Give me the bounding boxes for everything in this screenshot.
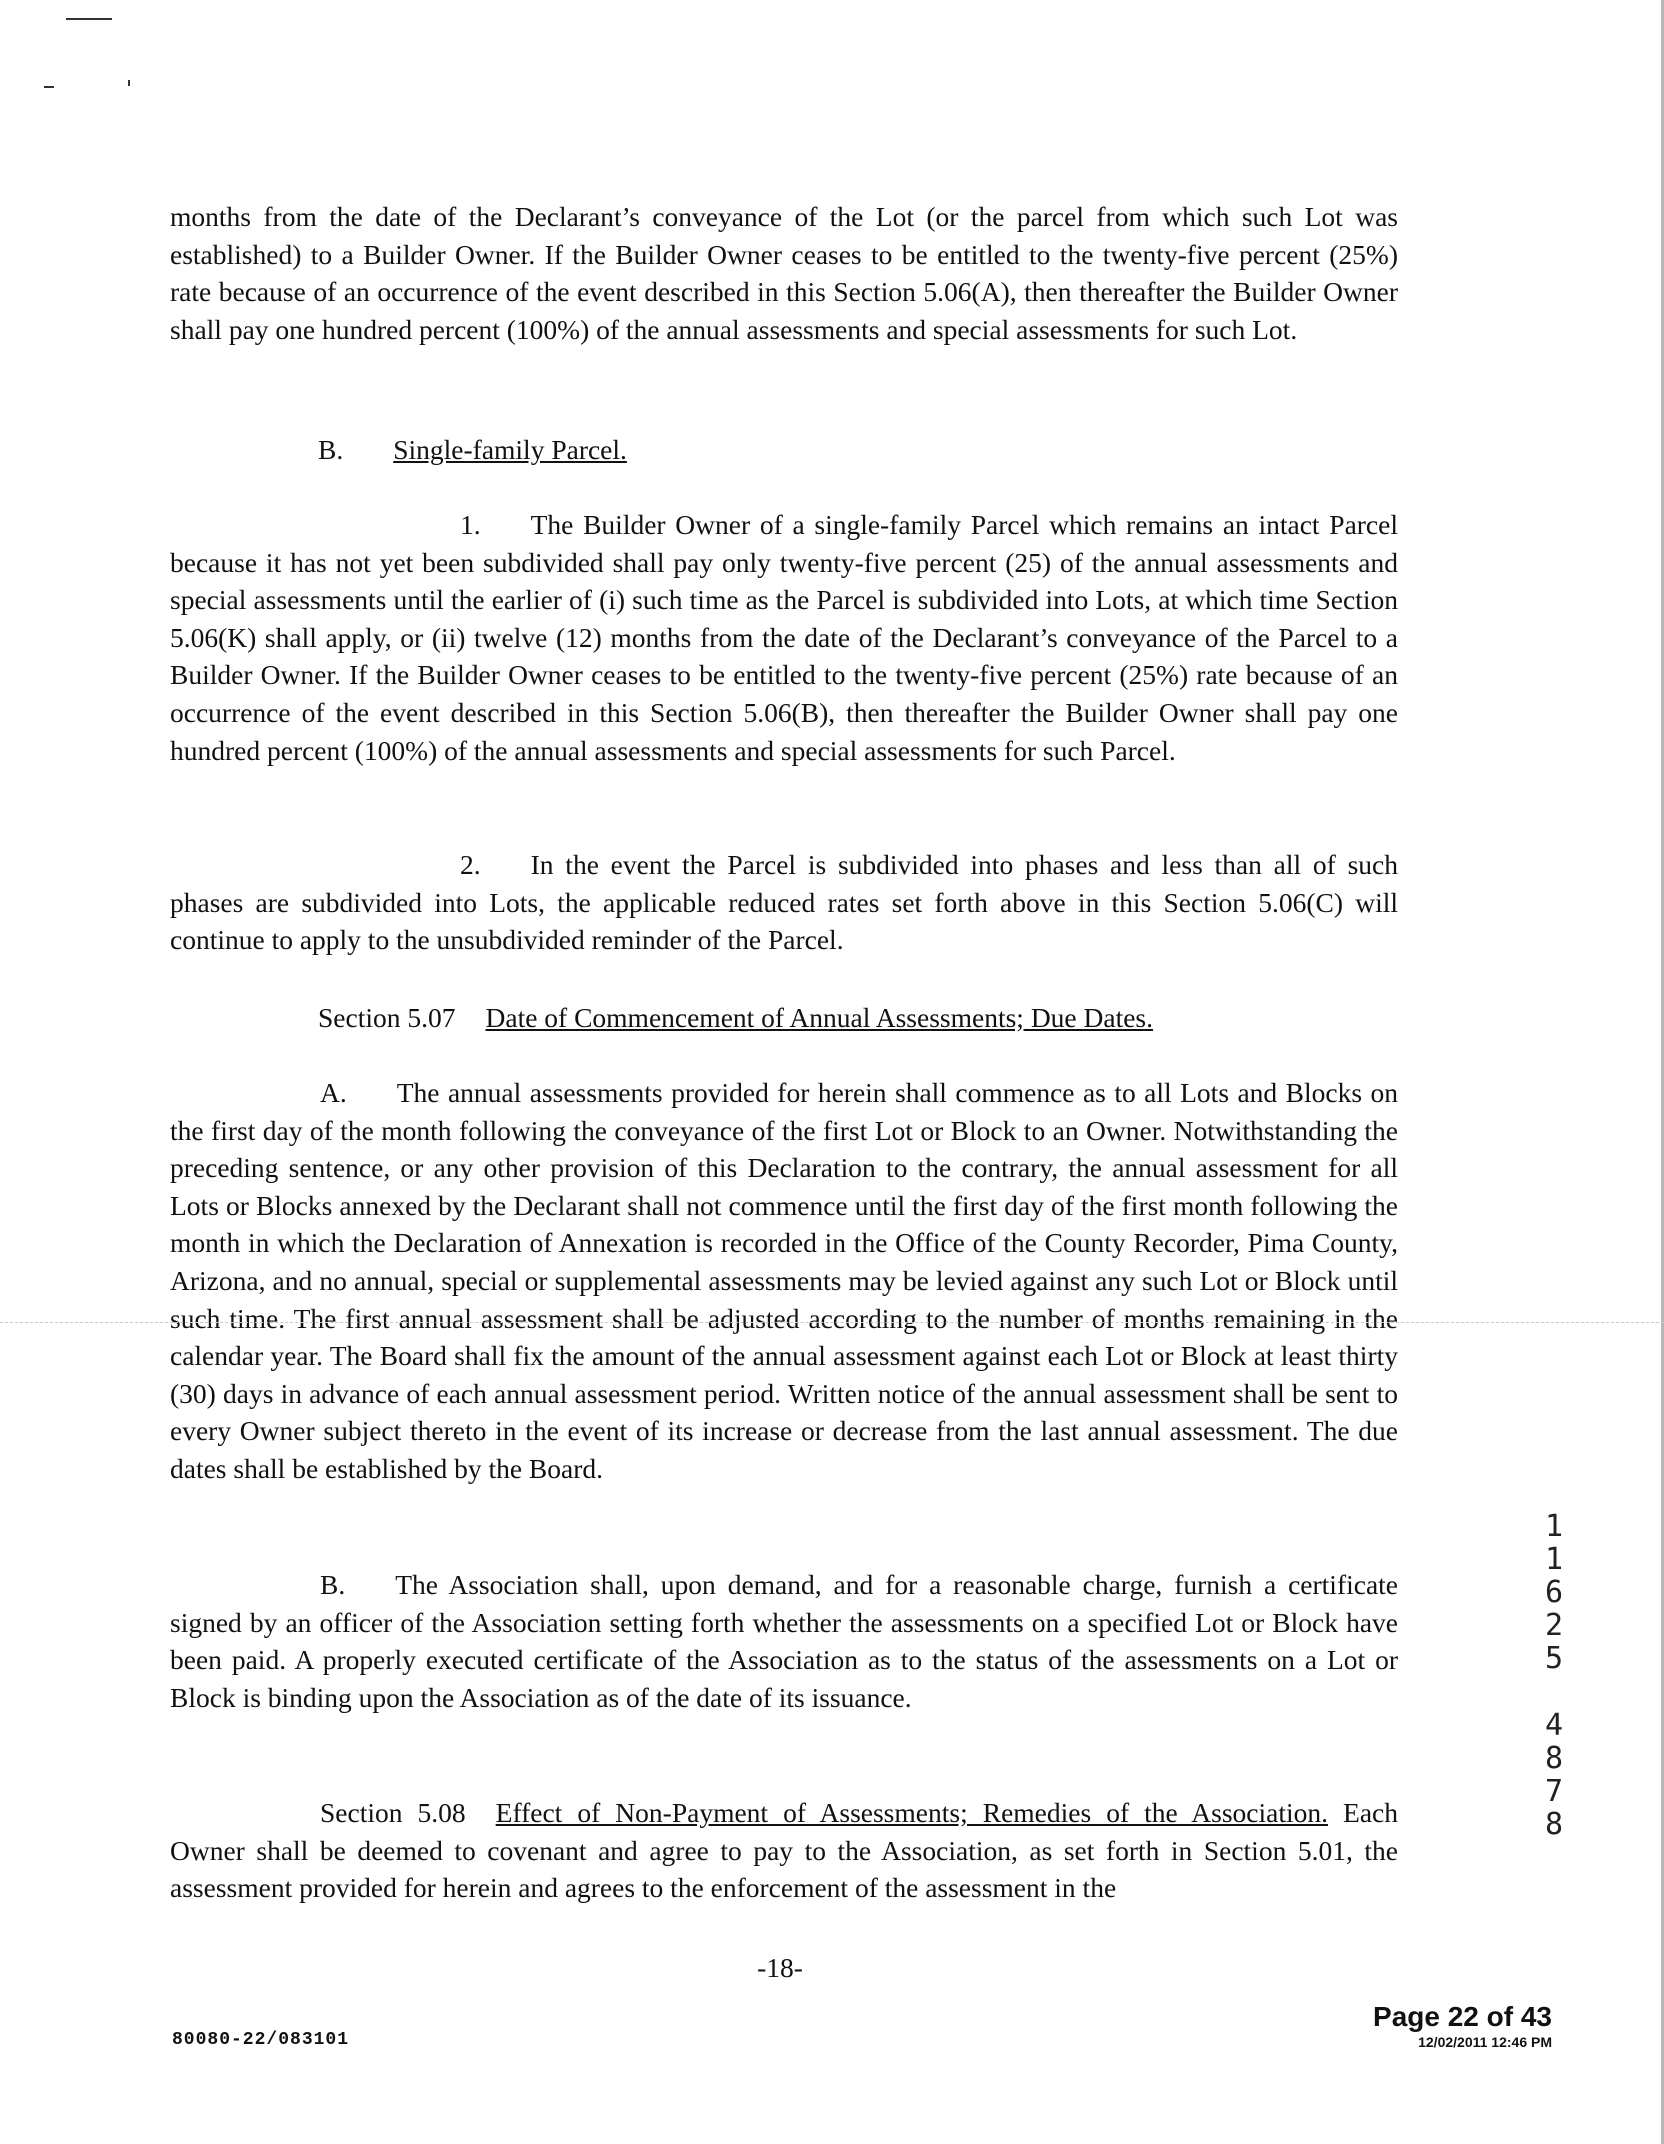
section-507a-text: The annual assessments provided for herein shall commence as to all Lots and Blocks on the first day of the month following the conveyance of the first Lot or Block to an Owner. Notwithstanding the preceding sentence, or any other provision of this Declaration to the contrary, the annual assessment for all Lots or Blocks annexed by the Declarant shall not commence until the first day of the first month following the month in which the Declaration of Annexation is recorded in the Office of the County Recorder, Pima County, Arizona, and no annual, special or supplemental assessments may be levied against any such Lot or Block until such time. The first annual assessment shall be adjusted according to the number of months remaining in the calendar year. The Board shall fix the amount of the annual assessment against each Lot or Block at least thirty (30) days in advance of each annual assessment period. Written notice of the annual assessment shall be sent to every Owner subject thereto in the event of its increase or decrease from the last annual assessment. The due dates shall be established by the Board.: [170, 1077, 1398, 1484]
subsection-b1-number: 1.: [460, 509, 481, 540]
subsection-b2-paragraph: [170, 846, 1398, 959]
document-id: 80080-22/083101: [172, 2030, 350, 2050]
section-507b-label: B.: [320, 1569, 346, 1600]
section-507-label: Section 5.07: [318, 1002, 456, 1033]
recording-digit: 5: [1544, 1641, 1564, 1676]
recording-number: [1536, 1510, 1572, 1841]
recorder-stamp: [1373, 2000, 1552, 2050]
scan-fold-line: [0, 1322, 1664, 1323]
subsection-b-label: B.: [318, 434, 344, 465]
subsection-b-heading: [318, 431, 627, 469]
recording-digit: 1: [1544, 1509, 1564, 1544]
recording-digit: 6: [1544, 1575, 1564, 1610]
scan-mark: [66, 18, 112, 20]
subsection-b1-paragraph: [170, 506, 1398, 769]
section-507b-text: The Association shall, upon demand, and for a reasonable charge, furnish a certificate signed by an officer of the Association setting forth whether the assessments on a specified Lot or Block have been paid. A properly executed certificate of the Association as to the status of the assessments on a Lot or Block is binding upon the Association as of the date of its issuance.: [170, 1569, 1398, 1713]
recording-digit: 8: [1544, 1741, 1564, 1776]
subsection-b-title: Single-family Parcel.: [393, 434, 627, 465]
section-507b-paragraph: [170, 1566, 1398, 1716]
recording-digit: 4: [1544, 1708, 1564, 1743]
recording-digit: 1: [1544, 1542, 1564, 1577]
section-507a-paragraph: [170, 1074, 1398, 1488]
subsection-b2-text: In the event the Parcel is subdivided into phases and less than all of such phases are subdivided into Lots, the applicable reduced rates set forth above in this Section 5.06(C) will continue to apply to the unsubdivided reminder of the Parcel.: [170, 849, 1398, 956]
section-508-paragraph: [170, 1794, 1398, 1907]
stamp-datetime: 12/02/2011 12:46 PM: [1418, 2034, 1552, 2050]
scan-mark: [128, 80, 130, 86]
section-507-title: Date of Commencement of Annual Assessments; Due Dates.: [485, 1002, 1154, 1033]
recording-digit: 8: [1544, 1807, 1564, 1842]
recording-digit: 7: [1544, 1774, 1564, 1809]
section-508-label: Section 5.08: [320, 1797, 466, 1828]
scan-mark: [44, 86, 54, 88]
section-507-heading: [318, 999, 1153, 1037]
recording-digit: 2: [1544, 1608, 1564, 1643]
section-508-text: Each Owner shall be deemed to covenant and agree to pay to the Association, as set forth in Section 5.01, the assessment provided for herein and agrees to the enforcement of the assessment in the: [170, 1797, 1399, 1904]
page-number: -18-: [757, 1952, 803, 1983]
subsection-b2-number: 2.: [460, 849, 481, 880]
continuation-paragraph: months from the date of the Declarant’s conveyance of the Lot (or the parcel from which such Lot was established) to a Builder Owner. If the Builder Owner ceases to be entitled to the twenty-five percent (25%) rate because of an occurrence of the event described in this Section 5.06(A), then thereafter the Builder Owner shall pay one hundred percent (100%) of the annual assessments and special assessments for such Lot.: [170, 201, 1398, 345]
section-507a-label: A.: [320, 1077, 347, 1108]
section-508-title: Effect of Non-Payment of Assessments; Remedies of the Association.: [495, 1797, 1328, 1828]
stamp-page-count: Page 22 of 43: [1373, 2001, 1552, 2032]
subsection-b1-text: The Builder Owner of a single-family Parcel which remains an intact Parcel because it has not yet been subdivided shall pay only twenty-five percent (25) of the annual assessments and special assessments until the earlier of (i) such time as the Parcel is subdivided into Lots, at which time Section 5.06(K) shall apply, or (ii) twelve (12) months from the date of the Declarant’s conveyance of the Parcel to a Builder Owner. If the Builder Owner ceases to be entitled to the twenty-five percent (25%) rate because of an occurrence of the event described in this Section 5.06(B), then thereafter the Builder Owner shall pay one hundred percent (100%) of the annual assessments and special assessments for such Parcel.: [170, 509, 1398, 766]
